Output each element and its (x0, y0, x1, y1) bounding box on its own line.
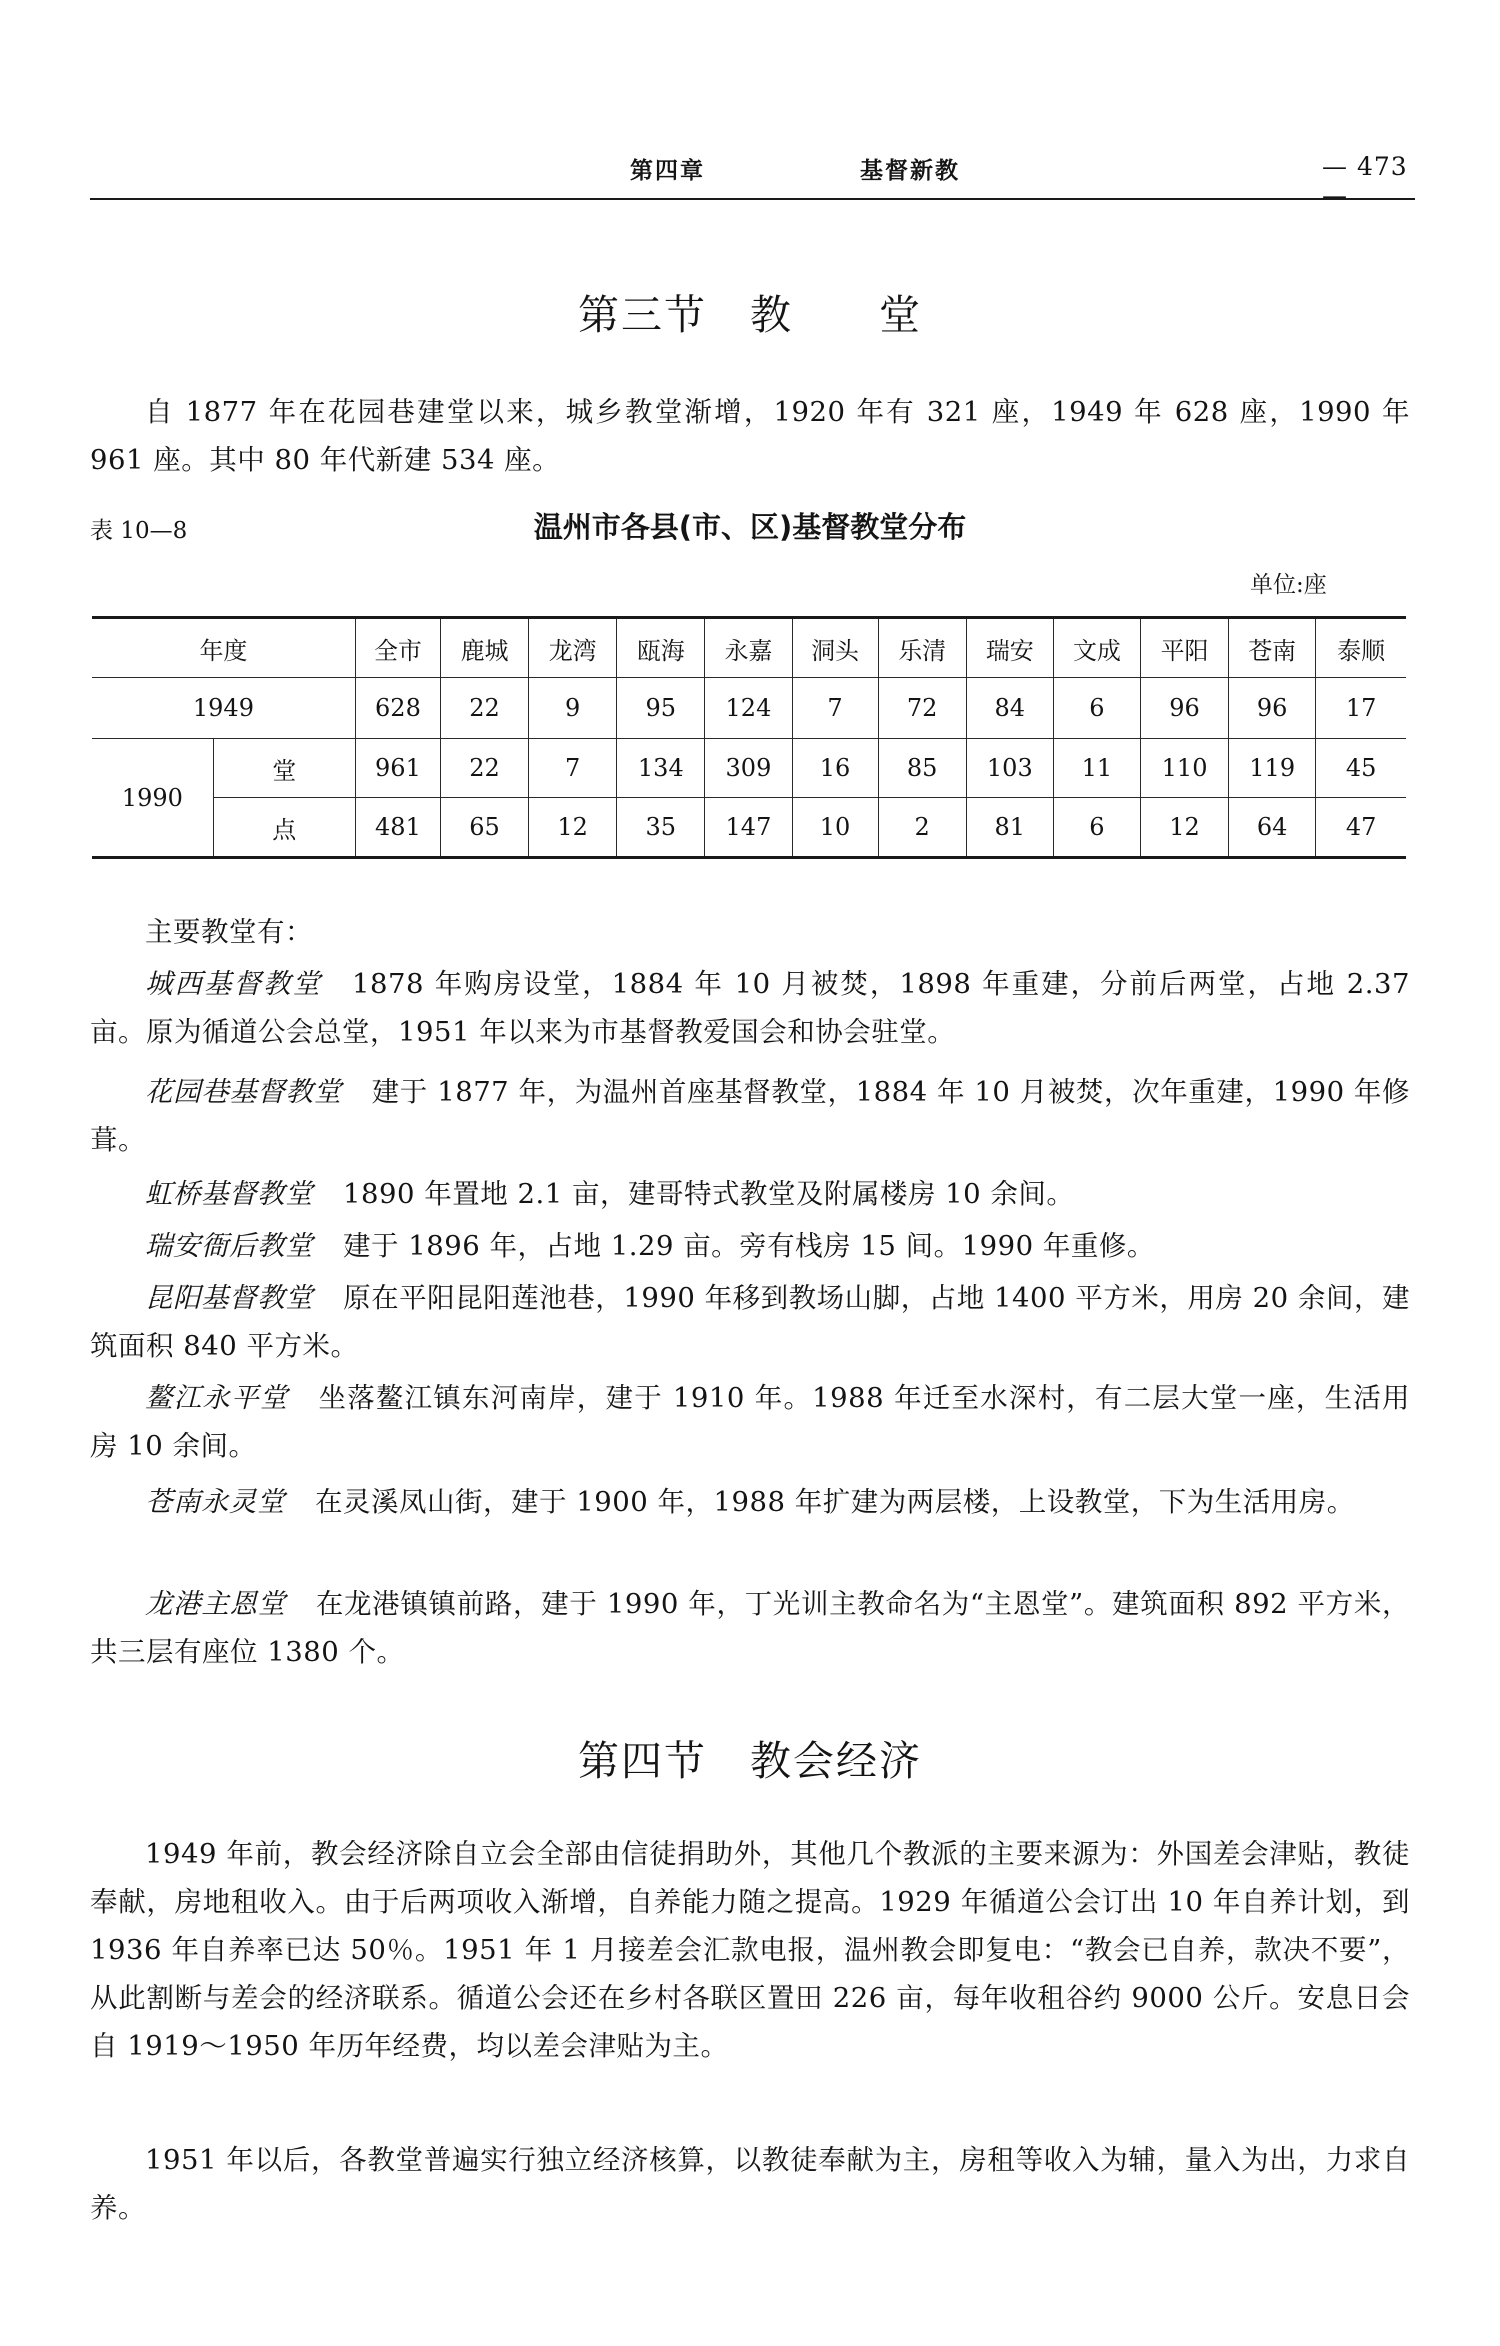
church-name: 鳌江永平堂 (145, 1382, 289, 1414)
table-cell: 65 (441, 798, 529, 858)
header-section-title: 基督新教 (860, 158, 960, 184)
table-cell: 147 (705, 798, 792, 858)
table-header-cell: 全市 (355, 618, 440, 678)
header-chapter: 第四章 (630, 158, 705, 184)
table-cell: 9 (529, 678, 617, 739)
table-cell: 84 (966, 678, 1053, 739)
main-churches-intro: 主要教堂有： (145, 916, 313, 948)
church-description: 坐落鳌江镇东河南岸，建于 1910 年。1988 年迁至水深村，有二层大堂一座，生活用房 10 余间。 (90, 1382, 1410, 1462)
table-cell: 45 (1316, 739, 1406, 798)
page-number: — 473 — (1322, 152, 1408, 210)
table-cell: 47 (1316, 798, 1406, 858)
church-description: 1890 年置地 2.1 亩，建哥特式教堂及附属楼房 10 余间。 (343, 1178, 1075, 1210)
section4-paragraph: 1949 年前，教会经济除自立会全部由信徒捐助外，其他几个教派的主要来源为：外国差会津贴，教徒奉献，房地租收入。由于后两项收入渐增，自养能力随之提高。1929 年循道公会订出 10 年自养计划，到 1936 年自养率已达 50％。1951 年 1 月接差会汇款电报，温州教会即复电：“教会已自养，款决不要”，从此割断与差会的经济联系。循道公会还在乡村各联区置田 226 亩，每年收租谷约 9000 公斤。安息日会自 1919～1950 年历年经费，均以差会津贴为主。 (90, 1838, 1411, 2062)
table-cell: 72 (878, 678, 966, 739)
table-cell: 7 (529, 739, 617, 798)
table-title: 温州市各县(市、区)基督教堂分布 (533, 510, 967, 544)
table-year-cell: 1990 (92, 739, 213, 858)
church-name: 苍南永灵堂 (145, 1486, 285, 1518)
table-cell: 12 (529, 798, 617, 858)
section4-title: 第四节 教会经济 (578, 1737, 922, 1785)
table-cell: 96 (1141, 678, 1229, 739)
table-cell: 481 (355, 798, 440, 858)
table-cell: 11 (1053, 739, 1140, 798)
table-header-cell: 瑞安 (966, 618, 1053, 678)
section3-title: 第三节 教 堂 (578, 291, 922, 339)
church-entry (90, 960, 1410, 1056)
table-row (92, 678, 1406, 739)
church-name: 瑞安衙后教堂 (145, 1230, 313, 1262)
table-sub-cell: 点 (213, 798, 355, 858)
table-row (92, 739, 1406, 798)
table-header-cell: 泰顺 (1316, 618, 1406, 678)
table-header-cell: 洞头 (792, 618, 878, 678)
table-header-cell: 乐清 (878, 618, 966, 678)
church-name: 龙港主恩堂 (145, 1588, 286, 1620)
table-cell: 81 (966, 798, 1053, 858)
church-entry (90, 1374, 1410, 1470)
table-cell: 6 (1053, 798, 1140, 858)
table-header-cell: 文成 (1053, 618, 1140, 678)
table-cell: 96 (1229, 678, 1316, 739)
church-name: 城西基督教堂 (145, 968, 322, 1000)
table-header-cell: 瓯海 (617, 618, 705, 678)
table-unit: 单位:座 (1250, 572, 1327, 598)
table-cell: 961 (355, 739, 440, 798)
church-description: 在龙港镇镇前路，建于 1990 年，丁光训主教命名为“主恩堂”。建筑面积 892 平方米，共三层有座位 1380 个。 (90, 1588, 1410, 1668)
church-distribution-table (92, 616, 1406, 859)
church-description: 在灵溪凤山街，建于 1900 年，1988 年扩建为两层楼，上设教堂，下为生活用房。 (315, 1486, 1355, 1518)
section4-paragraph: 1951 年以后，各教堂普遍实行独立经济核算，以教徒奉献为主，房租等收入为辅，量入为出，力求自养。 (90, 2144, 1410, 2224)
table-header-cell: 龙湾 (529, 618, 617, 678)
church-name: 花园巷基督教堂 (145, 1076, 342, 1108)
church-name: 昆阳基督教堂 (145, 1282, 314, 1314)
church-entry (90, 1274, 1410, 1370)
table-cell: 309 (705, 739, 792, 798)
table-cell: 22 (441, 678, 529, 739)
table-header-row (92, 618, 1406, 678)
table-cell: 16 (792, 739, 878, 798)
table-cell: 35 (617, 798, 705, 858)
table-header-year: 年度 (92, 618, 355, 678)
table-cell: 134 (617, 739, 705, 798)
table-cell: 12 (1141, 798, 1229, 858)
table-cell: 6 (1053, 678, 1140, 739)
table-cell: 95 (617, 678, 705, 739)
church-entry (90, 1222, 1410, 1270)
table-cell: 7 (792, 678, 878, 739)
table-cell: 85 (878, 739, 966, 798)
table-header-cell: 鹿城 (441, 618, 529, 678)
table-cell: 119 (1229, 739, 1316, 798)
table-number: 表 10—8 (90, 518, 188, 544)
table-cell: 110 (1141, 739, 1229, 798)
table-cell: 103 (966, 739, 1053, 798)
table-cell: 628 (355, 678, 440, 739)
table-header-cell: 苍南 (1229, 618, 1316, 678)
church-name: 虹桥基督教堂 (145, 1178, 313, 1210)
table-header-cell: 永嘉 (705, 618, 792, 678)
church-entry (90, 1580, 1410, 1676)
table-header-cell: 平阳 (1141, 618, 1229, 678)
table-year-cell: 1949 (92, 678, 355, 739)
church-description: 建于 1896 年，占地 1.29 亩。旁有栈房 15 间。1990 年重修。 (343, 1230, 1155, 1262)
page-header (90, 152, 1415, 210)
table-cell: 124 (705, 678, 792, 739)
church-description: 1878 年购房设堂，1884 年 10 月被焚，1898 年重建，分前后两堂，占地 2.37 亩。原为循道公会总堂，1951 年以来为市基督教爱国会和协会驻堂。 (90, 968, 1410, 1048)
church-entry (90, 1170, 1410, 1218)
table-cell: 2 (878, 798, 966, 858)
church-description: 建于 1877 年，为温州首座基督教堂，1884 年 10 月被焚，次年重建，1990 年修葺。 (90, 1076, 1410, 1156)
table-cell: 22 (441, 739, 529, 798)
church-entry (90, 1068, 1410, 1164)
table-cell: 10 (792, 798, 878, 858)
table-cell: 64 (1229, 798, 1316, 858)
section3-intro: 自 1877 年在花园巷建堂以来，城乡教堂渐增，1920 年有 321 座，1949 年 628 座，1990 年 961 座。其中 80 年代新建 534 座。 (90, 396, 1410, 476)
church-entry (90, 1478, 1410, 1526)
table-cell: 17 (1316, 678, 1406, 739)
table-sub-cell: 堂 (213, 739, 355, 798)
table-row (92, 798, 1406, 858)
church-description: 原在平阳昆阳莲池巷，1990 年移到教场山脚，占地 1400 平方米，用房 20 余间，建筑面积 840 平方米。 (90, 1282, 1410, 1362)
